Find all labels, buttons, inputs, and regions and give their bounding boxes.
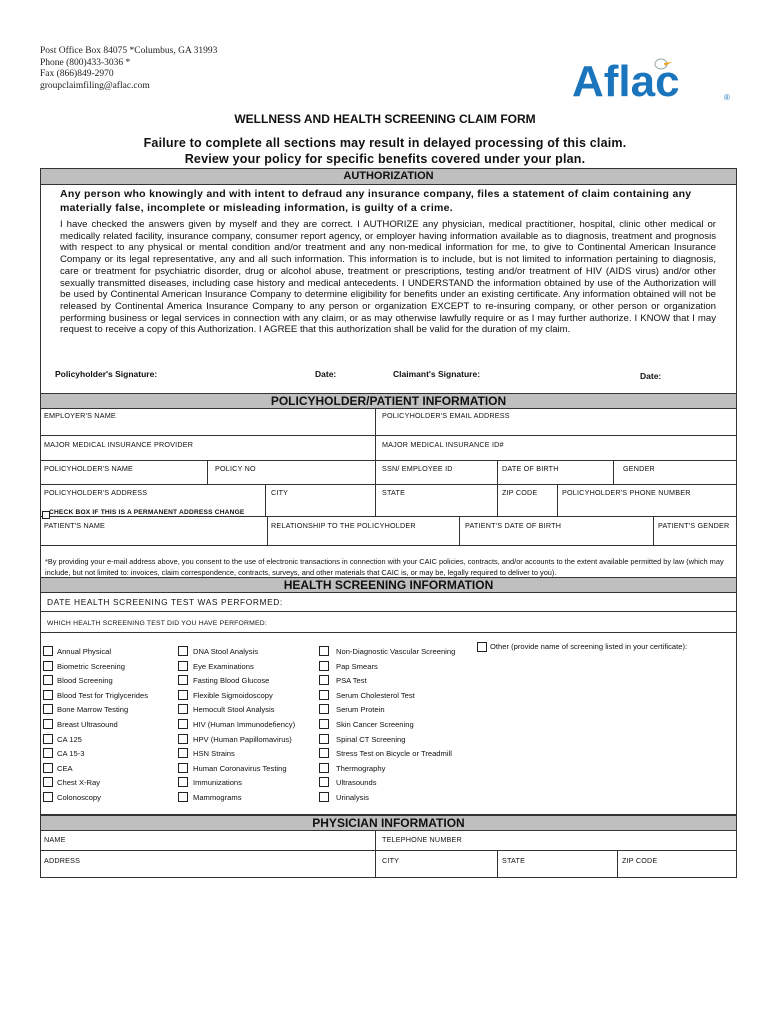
screening-label: CA 15-3 bbox=[57, 749, 85, 759]
screening-label: Serum Cholesterol Test bbox=[336, 690, 415, 700]
screening-checkbox[interactable] bbox=[43, 777, 53, 787]
screening-checkbox[interactable] bbox=[43, 719, 53, 729]
claimant-signature-label[interactable]: Claimant's Signature: bbox=[393, 369, 481, 379]
screening-checkbox[interactable] bbox=[43, 763, 53, 773]
form-title: WELLNESS AND HEALTH SCREENING CLAIM FORM bbox=[234, 112, 536, 126]
screening-checkbox[interactable] bbox=[178, 675, 188, 685]
screening-checkbox[interactable] bbox=[178, 777, 188, 787]
screening-checkbox[interactable] bbox=[43, 661, 53, 671]
screening-label: Immunizations bbox=[193, 778, 242, 788]
physician-telephone-field[interactable]: TELEPHONE NUMBER bbox=[382, 835, 462, 844]
screening-checkbox[interactable] bbox=[319, 704, 329, 714]
policyholder-email-field[interactable]: POLICYHOLDER'S EMAIL ADDRESS bbox=[382, 411, 510, 420]
patient-name-field[interactable]: PATIENT'S NAME bbox=[44, 521, 106, 530]
screening-label: PSA Test bbox=[336, 676, 367, 686]
screening-checkbox[interactable] bbox=[178, 704, 188, 714]
ssn-field[interactable]: SSN/ EMPLOYEE ID bbox=[382, 464, 453, 473]
screening-checkbox[interactable] bbox=[178, 734, 188, 744]
physician-zip-field[interactable]: ZIP CODE bbox=[622, 856, 658, 865]
notice-line-2: Review your policy for specific benefits covered under your plan. bbox=[184, 152, 586, 166]
authorization-heading: AUTHORIZATION bbox=[40, 168, 737, 185]
physician-address-field[interactable]: ADDRESS bbox=[44, 856, 81, 865]
screening-label: HSN Strains bbox=[193, 749, 235, 759]
screening-label: Human Coronavirus Testing bbox=[193, 763, 287, 773]
screening-label: Bone Marrow Testing bbox=[57, 705, 129, 715]
policyholder-name-field[interactable]: POLICYHOLDER'S NAME bbox=[44, 464, 134, 473]
health-screening-heading: HEALTH SCREENING INFORMATION bbox=[40, 577, 737, 593]
screening-label: Blood Screening bbox=[57, 676, 113, 686]
screening-checkbox[interactable] bbox=[178, 792, 188, 802]
phone-number: Phone (800)433-3036 * bbox=[40, 57, 131, 68]
screening-label: Pap Smears bbox=[336, 661, 378, 671]
screening-checkbox[interactable] bbox=[178, 719, 188, 729]
mailing-address: Post Office Box 84075 *Columbus, GA 31993 bbox=[40, 46, 218, 56]
policyholder-heading: POLICYHOLDER/PATIENT INFORMATION bbox=[40, 393, 737, 409]
email-consent-note: *By providing your e-mail address above, you consent to the use of electronic transactions in connection with your CAIC policies, contracts, and/or accounts to the extent available permitted by law (which may include, but not limited to: invoices, claim correspondence, contracts, surveys, and other materials that CAIC is, or may be, legally required to deliver to you). bbox=[45, 557, 724, 577]
screening-checkbox[interactable] bbox=[43, 792, 53, 802]
screening-label: Mammograms bbox=[193, 793, 242, 802]
claims-email: groupclaimfiling@aflac.com bbox=[40, 80, 150, 91]
screening-checkbox[interactable] bbox=[43, 734, 53, 744]
which-test-label: WHICH HEALTH SCREENING TEST DID YOU HAVE PERFORMED: bbox=[47, 620, 267, 627]
notice-line-1: Failure to complete all sections may result in delayed processing of this claim. bbox=[143, 136, 627, 150]
physician-state-field[interactable]: STATE bbox=[502, 856, 526, 865]
patient-dob-field[interactable]: PATIENT'S DATE OF BIRTH bbox=[465, 521, 562, 530]
screening-checkbox[interactable] bbox=[319, 748, 329, 758]
screening-label: HPV (Human Papillomavirus) bbox=[193, 734, 292, 744]
screening-checkbox[interactable] bbox=[43, 748, 53, 758]
screening-label: Non-Diagnostic Vascular Screening bbox=[336, 647, 456, 656]
gender-field[interactable]: GENDER bbox=[623, 464, 655, 473]
screening-checkbox[interactable] bbox=[319, 675, 329, 685]
screening-label: Urinalysis bbox=[336, 793, 369, 802]
screening-label: Fasting Blood Glucose bbox=[193, 676, 270, 686]
relationship-field[interactable]: RELATIONSHIP TO THE POLICYHOLDER bbox=[271, 521, 416, 530]
screening-label: Thermography bbox=[336, 763, 386, 773]
contact-block bbox=[40, 46, 217, 92]
employer-name-field[interactable]: EMPLOYER'S NAME bbox=[44, 411, 116, 420]
screening-label: Flexible Sigmoidoscopy bbox=[193, 690, 273, 700]
screening-checkbox[interactable] bbox=[319, 646, 329, 656]
screening-label: HIV (Human Immunodefiency) bbox=[193, 720, 296, 729]
screening-checkbox[interactable] bbox=[319, 734, 329, 744]
major-medical-provider-field[interactable]: MAJOR MEDICAL INSURANCE PROVIDER bbox=[44, 440, 194, 449]
screening-checkbox[interactable] bbox=[178, 661, 188, 671]
city-field[interactable]: CITY bbox=[271, 488, 289, 497]
screening-checkbox[interactable] bbox=[178, 763, 188, 773]
screening-label: Serum Protein bbox=[336, 705, 385, 715]
screening-checkbox[interactable] bbox=[43, 704, 53, 714]
screening-label: Blood Test for Triglycerides bbox=[57, 690, 149, 700]
logo-text: Aflac bbox=[572, 57, 680, 106]
screening-label: Hemocult Stool Analysis bbox=[193, 705, 275, 715]
screening-checkbox[interactable] bbox=[319, 690, 329, 700]
date-label-2[interactable]: Date: bbox=[640, 371, 662, 381]
screening-label: Annual Physical bbox=[57, 647, 112, 656]
major-medical-id-field[interactable]: MAJOR MEDICAL INSURANCE ID# bbox=[382, 440, 504, 449]
registered-mark: ® bbox=[724, 93, 730, 102]
screening-label: Spinal CT Screening bbox=[336, 734, 406, 744]
fax-number: Fax (866)849-2970 bbox=[40, 69, 114, 79]
other-checkbox[interactable] bbox=[477, 642, 487, 652]
policyholder-grid bbox=[40, 408, 737, 578]
screening-label: Breast Ultrasound bbox=[57, 720, 118, 729]
screening-label: DNA Stool Analysis bbox=[193, 647, 258, 656]
screening-checkbox[interactable] bbox=[319, 792, 329, 802]
screening-label: CEA bbox=[57, 763, 73, 773]
authorization-text: I have checked the answers given by myself and they are correct. I AUTHORIZE any physician, medical practitioner, hospital, clinic other medical or medically related facility, insurance company, consumer report agency, or employer having information available as to diagnosis, treatment and prognosis with respect to any physical or mental condition and/or treatment and any non-medical information for me, to give to Continental American Insurance Company or its legal representative, any and all such information. This information is to include, but is not limited to information pertaining to diagnosis, care or treatment for psychiatric disorder, drug or alcohol abuse, treatment or prescriptions, testing and/or treatment of HIV (AIDS virus) and/or other sexually transmitted diseases, including case history and medical antecedents. I UNDERSTAND the information obtained by use of the Authorization will be used by Continental American Insurance Company to determine eligibility for benefits under an existing certificate. Any information obtained will not be released by Continental America Insurance Company to any person or organization EXCEPT to re-insuring company, or other person or organization performing business or legal services in connection with any claim, or as may otherwise lawfully require or as I may further authorize. I KNOW that I may request to receive a copy of this Authorization. I AGREE that this authorization shall be valid for the duration of my claim. bbox=[60, 219, 716, 336]
duck-logo-icon bbox=[568, 50, 733, 106]
screening-label: CA 125 bbox=[57, 734, 82, 744]
screening-checkbox[interactable] bbox=[319, 777, 329, 787]
health-screening-section bbox=[40, 592, 737, 815]
policyholder-address-field[interactable]: POLICYHOLDER'S ADDRESS bbox=[44, 488, 148, 497]
zip-code-field[interactable]: ZIP CODE bbox=[502, 488, 538, 497]
screening-label: Chest X-Ray bbox=[57, 778, 101, 788]
screening-checkbox[interactable] bbox=[319, 719, 329, 729]
screening-checkbox[interactable] bbox=[319, 763, 329, 773]
other-label: Other (provide name of screening listed in your certificate): bbox=[490, 642, 688, 651]
physician-name-field[interactable]: NAME bbox=[44, 835, 66, 844]
patient-gender-field[interactable]: PATIENT'S GENDER bbox=[658, 521, 730, 530]
policy-no-field[interactable]: POLICY NO bbox=[215, 464, 256, 473]
aflac-logo bbox=[568, 50, 733, 106]
screening-label: Skin Cancer Screening bbox=[336, 720, 414, 729]
screening-checkbox[interactable] bbox=[178, 690, 188, 700]
screening-checkbox[interactable] bbox=[178, 748, 188, 758]
screening-checkbox[interactable] bbox=[43, 675, 53, 685]
policyholder-phone-field[interactable]: POLICYHOLDER'S PHONE NUMBER bbox=[562, 488, 691, 497]
physician-heading: PHYSICIAN INFORMATION bbox=[40, 815, 737, 831]
physician-section bbox=[40, 830, 737, 878]
state-field[interactable]: STATE bbox=[382, 488, 406, 497]
policyholder-signature-label[interactable]: Policyholder's Signature: bbox=[55, 369, 158, 379]
physician-city-field[interactable]: CITY bbox=[382, 856, 400, 865]
screening-label: Colonoscopy bbox=[57, 793, 101, 802]
permanent-address-label: CHECK BOX IF THIS IS A PERMANENT ADDRESS CHANGE bbox=[49, 509, 245, 516]
date-label-1[interactable]: Date: bbox=[315, 369, 337, 379]
screening-label: Biometric Screening bbox=[57, 661, 125, 671]
screening-checkbox[interactable] bbox=[178, 646, 188, 656]
screening-label: Eye Examinations bbox=[193, 661, 254, 671]
screening-label: Stress Test on Bicycle or Treadmill bbox=[336, 749, 452, 759]
screening-checkbox[interactable] bbox=[43, 646, 53, 656]
screening-checkbox[interactable] bbox=[319, 661, 329, 671]
fraud-warning: Any person who knowingly and with intent to defraud any insurance company, files a statement of claim containing any materially false, incomplete or misleading information, is guilty of a crime. bbox=[60, 188, 692, 214]
screening-checkbox[interactable] bbox=[43, 690, 53, 700]
date-of-birth-field[interactable]: DATE OF BIRTH bbox=[502, 464, 559, 473]
screening-label: Ultrasounds bbox=[336, 778, 377, 788]
date-performed-field[interactable]: DATE HEALTH SCREENING TEST WAS PERFORMED: bbox=[47, 597, 283, 607]
